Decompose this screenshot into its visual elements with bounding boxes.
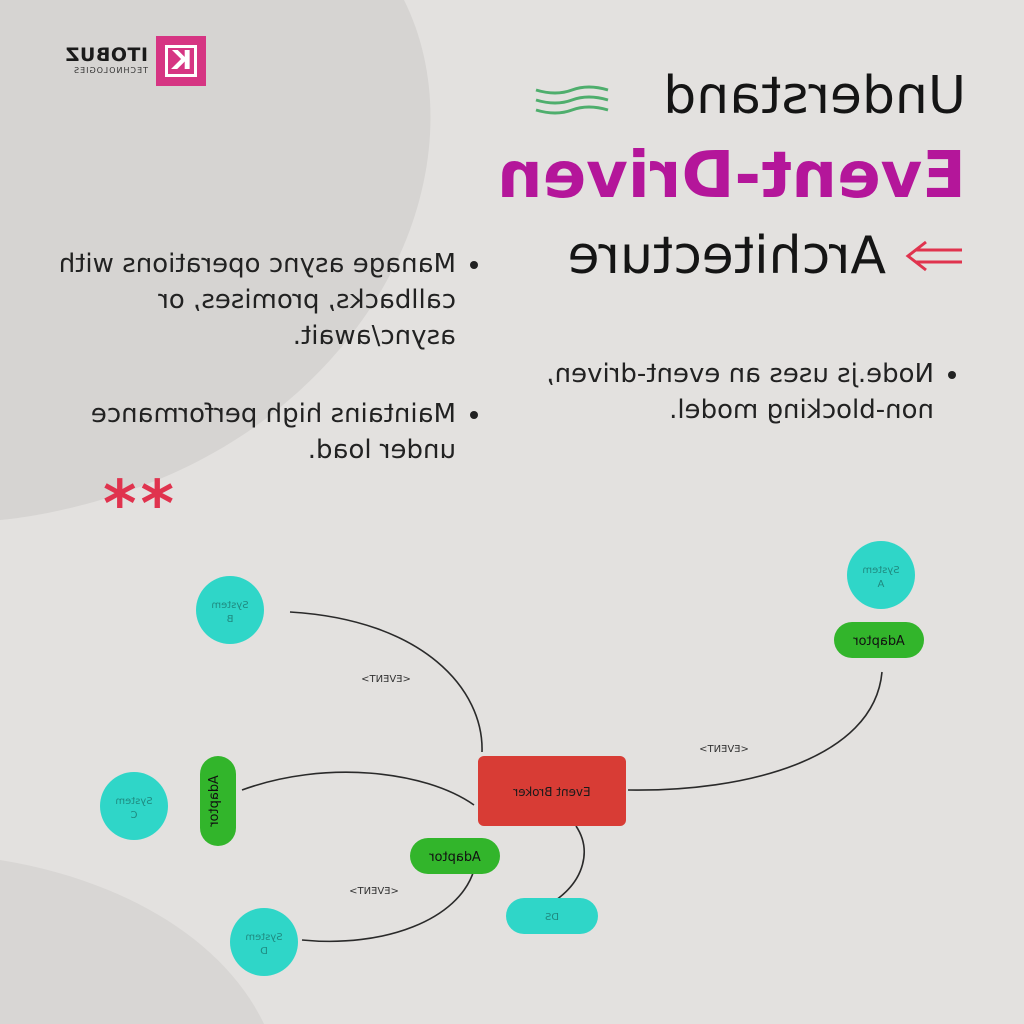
connector-system-c (242, 772, 474, 805)
system-d-label-2: D (260, 946, 268, 957)
ds-label: DS (544, 912, 560, 923)
adaptor-d-label: Adaptor (429, 850, 481, 865)
logo-glyph: K (171, 46, 192, 76)
bullet-async-text: • Manage async operations with callbacks, promises, or async/await. (46, 246, 456, 354)
system-b-label-2: B (226, 614, 234, 625)
connector-ds (556, 826, 584, 900)
event-label-a: <EVENT> (699, 744, 749, 755)
system-a-label-2: A (877, 579, 885, 590)
system-c-label-1: System (115, 796, 153, 807)
system-b-label-1: System (211, 600, 249, 611)
bullet-nodejs-text: • Node.js uses an event-driven, non-blocking model. (504, 356, 934, 428)
logo-subtitle: TECHNOLOGIES (73, 66, 148, 75)
decorative-stars: ** (99, 468, 174, 542)
connector-system-d (302, 870, 474, 941)
connector-system-a (628, 672, 882, 790)
heading-line-event-driven: Event-Driven (497, 139, 966, 213)
adaptor-a-label: Adaptor (853, 634, 905, 649)
system-d-label-1: System (245, 932, 283, 943)
heading-line-architecture: Architecture (567, 226, 886, 286)
logo-name: ITOBUZ (65, 44, 148, 66)
adaptor-c-label: Adaptor (207, 775, 222, 827)
heading-line-understand: Understand (663, 66, 966, 126)
event-label-d: <EVENT> (349, 886, 399, 897)
system-c-label-2: C (130, 810, 138, 821)
event-broker-label: Event Broker (513, 785, 591, 799)
bullet-performance-text: • Maintains high performance under load. (26, 396, 456, 468)
event-label-b: <EVENT> (361, 674, 411, 685)
system-a-label-1: System (862, 565, 900, 576)
